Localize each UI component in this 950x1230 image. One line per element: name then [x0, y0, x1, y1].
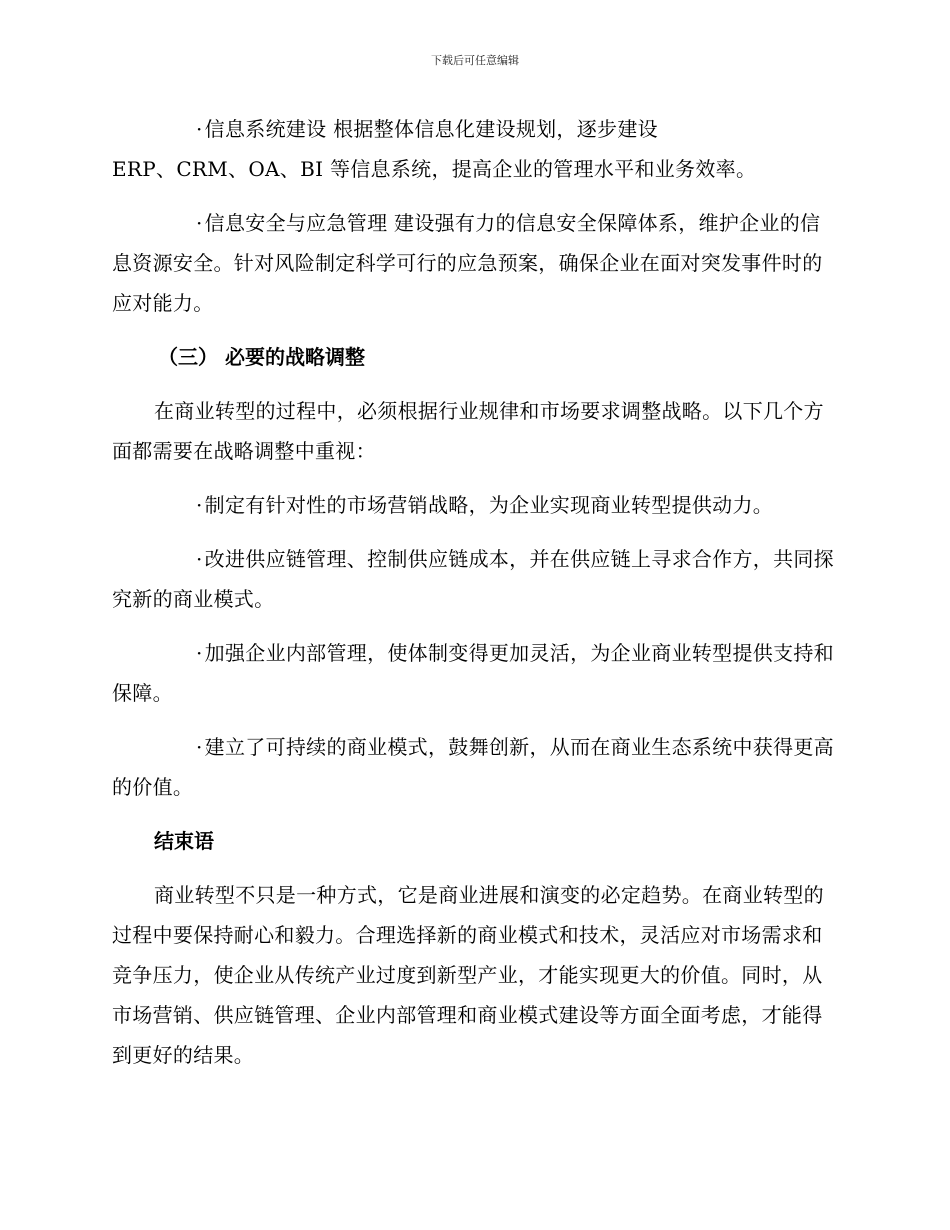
bullet-dot: · — [196, 641, 203, 665]
bullet-text-line1: 信息系统建设 根据整体信息化建设规划，逐步建设 — [204, 117, 658, 141]
bullet-dot: · — [196, 735, 203, 759]
paragraph-strategy-intro: 在商业转型的过程中，必须根据行业规律和市场要求调整战略。以下几个方面都需要在战略调整中重视： — [112, 399, 824, 463]
bullet-text: 改进供应链管理、控制供应链成本，并在供应链上寻求合作方，共同探究新的商业模式。 — [112, 547, 834, 611]
section-heading-conclusion: 结束语 — [154, 829, 214, 853]
paragraph-conclusion: 商业转型不只是一种方式，它是商业进展和演变的必定趋势。在商业转型的过程中要保持耐心和毅力。合理选择新的商业模式和技术，灵活应对市场需求和竞争压力，使企业从传统产业过度到新型产业，才能实现更大的价值。同时，从市场营销、供应链管理、企业内部管理和商业模式建设等方面全面考虑，才能得到更好的结果。 — [112, 883, 824, 1067]
document-body — [112, 109, 834, 1075]
page-header: 下载后可任意编辑 — [431, 54, 519, 67]
bullet-info-system — [112, 109, 834, 189]
bullet-text: 建立了可持续的商业模式，鼓舞创新，从而在商业生态系统中获得更高的价值。 — [112, 735, 834, 799]
bullet-dot: · — [196, 211, 203, 235]
bullet-business-model — [112, 727, 834, 807]
bullet-text-line2: ERP、CRM、OA、BI 等信息系统，提高企业的管理水平和业务效率。 — [112, 157, 757, 181]
bullet-dot: · — [196, 547, 203, 571]
bullet-text: 加强企业内部管理，使体制变得更加灵活，为企业商业转型提供支持和保障。 — [112, 641, 834, 705]
bullet-supply-chain — [112, 539, 834, 619]
bullet-marketing — [112, 485, 834, 525]
section-heading-strategy: （三） 必要的战略调整 — [158, 345, 365, 369]
bullet-text: 制定有针对性的市场营销战略，为企业实现商业转型提供动力。 — [204, 493, 774, 517]
bullet-text: 信息安全与应急管理 建设强有力的信息安全保障体系，维护企业的信息资源安全。针对风险制定科学可行的应急预案，确保企业在面对突发事件时的应对能力。 — [112, 211, 823, 315]
bullet-info-security — [112, 203, 834, 323]
bullet-dot: · — [196, 493, 203, 517]
bullet-dot: · — [196, 117, 203, 141]
bullet-internal-management — [112, 633, 834, 713]
